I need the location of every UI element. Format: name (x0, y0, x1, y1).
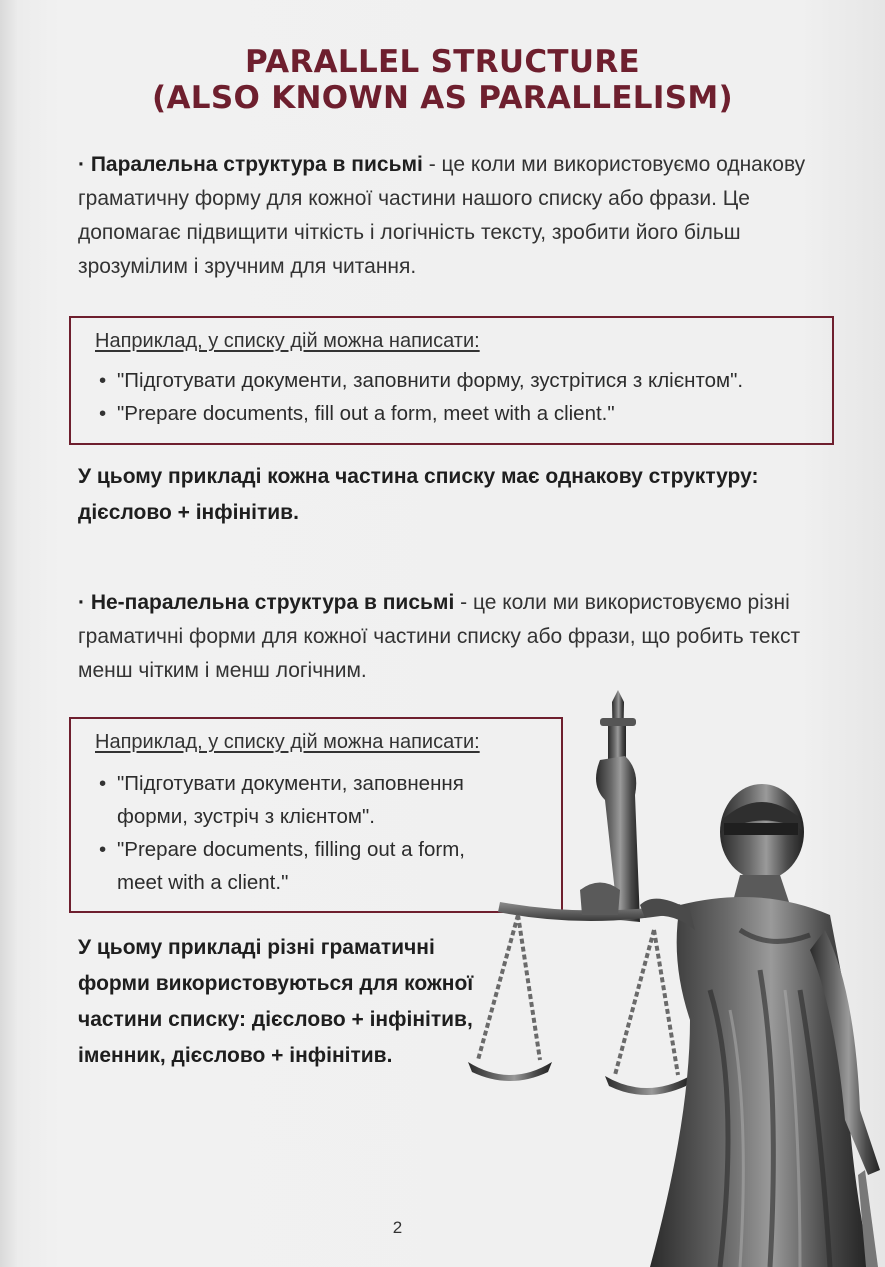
title-line-2: (ALSO KNOWN AS PARALLELISM) (152, 80, 733, 116)
nonparallel-term: · Не-паралельна структура в письмі (78, 591, 455, 614)
title-line-1: PARALLEL STRUCTURE (245, 44, 640, 80)
page-title (0, 44, 885, 116)
example-lead: Наприклад, у списку дій можна написати: (95, 731, 480, 753)
list-item: • "Prepare documents, fill out a form, meet with a client." (97, 397, 743, 430)
nonparallel-definition (78, 586, 818, 688)
blindfold-icon (724, 823, 798, 835)
list-item: • "Підготувати документи, заповнення форми, зустріч з клієнтом". (97, 767, 507, 833)
page-number: 2 (392, 1218, 403, 1237)
parallel-conclusion: У цьому прикладі кожна частина списку має однакову структуру: дієслово + інфінітив. (78, 465, 759, 524)
nonparallel-definition-text: - це коли ми використовуємо різні граматичні форми для кожної частини списку або фрази, що робить текст менш чітким і менш логічним. (78, 591, 801, 682)
example-list (97, 364, 743, 430)
list-item: • "Підготувати документи, заповнити форму, зустрітися з клієнтом". (97, 364, 743, 397)
parallel-definition-text: - це коли ми використовуємо однакову граматичну форму для кожної частини нашого списку або фрази. Це допомагає підвищити чіткість і логічність тексту, зробити його більш зрозумілим і зручним для читання. (78, 153, 806, 278)
lady-justice-statue-image (440, 690, 885, 1267)
parallel-example-box (69, 316, 834, 445)
parallel-definition (78, 148, 818, 284)
example-lead: Наприклад, у списку дій можна написати: (95, 330, 480, 352)
parallel-term: · Паралельна структура в письмі (78, 153, 423, 176)
nonparallel-conclusion: У цьому прикладі різні граматичні форми використовуються для кожної частини списку: дієслово + інфінітив, іменник, дієслово + інфінітив. (78, 936, 474, 1067)
list-item: • "Prepare documents, filling out a form, meet with a client." (97, 833, 507, 899)
